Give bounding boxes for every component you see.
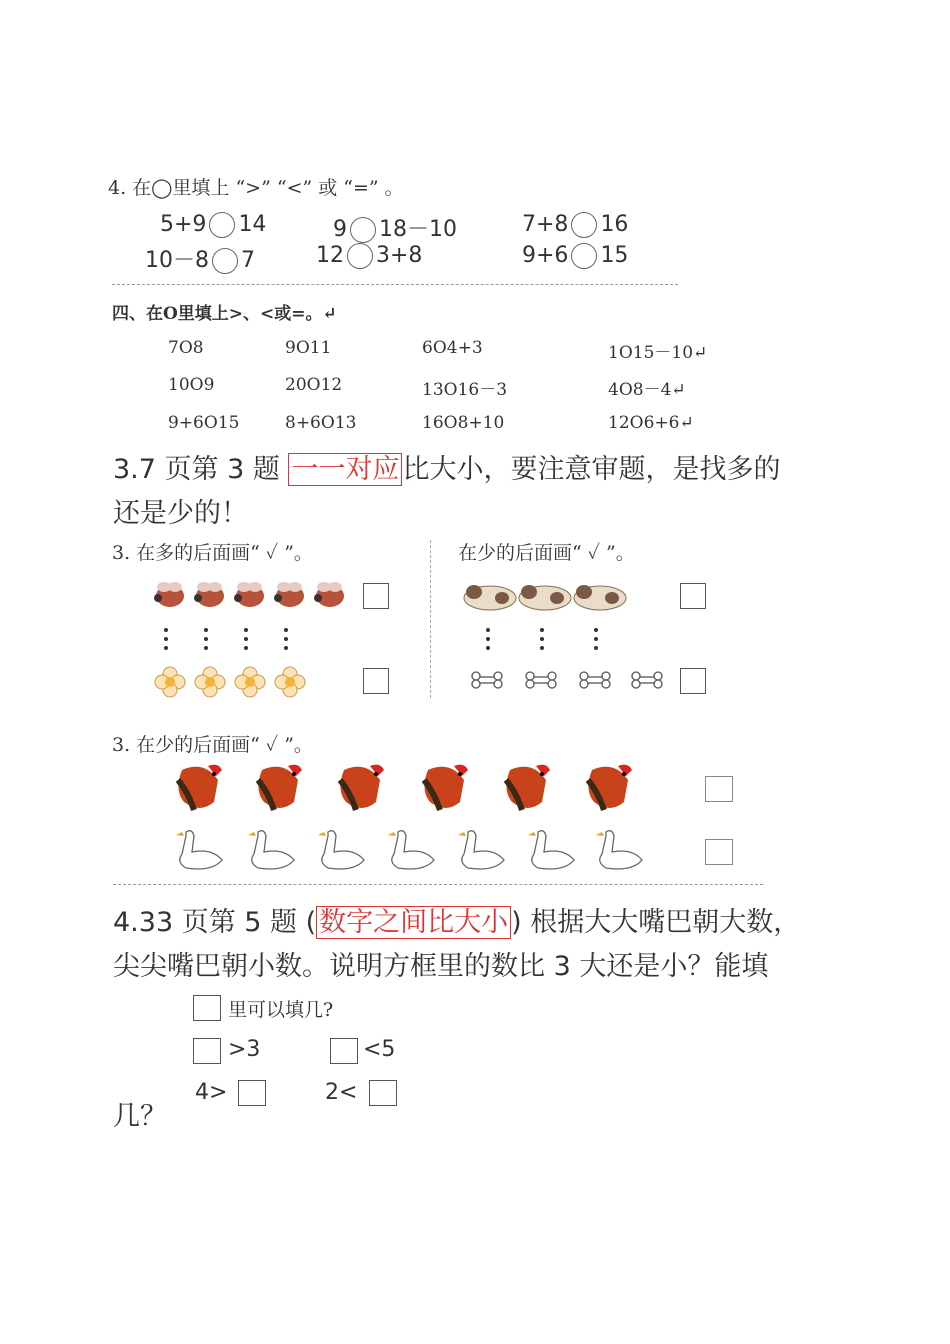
dots	[486, 628, 490, 650]
inequality: >3	[228, 1037, 261, 1062]
equation: 8+6O13	[285, 413, 357, 433]
goose-icon	[458, 831, 504, 869]
equation: 9+6 15	[522, 243, 629, 268]
dog-icon	[464, 585, 516, 610]
bee-icon	[314, 582, 344, 607]
divider	[113, 884, 763, 885]
goose-icon	[248, 831, 294, 869]
flower-icon	[195, 667, 225, 697]
bee-icon	[194, 582, 224, 607]
exercise-3-right-title: 在少的后面画“ ✓ ”。	[458, 542, 635, 564]
rooster-icon	[178, 765, 222, 810]
equation: 7+8 16	[522, 212, 629, 237]
equation: 10O9	[168, 375, 215, 395]
goose-icon	[176, 831, 222, 869]
answer-box[interactable]	[238, 1080, 266, 1106]
equation: 20O12	[285, 375, 343, 395]
dots	[284, 628, 288, 650]
equation: 12 3+8	[316, 243, 423, 268]
flower-row	[150, 664, 320, 700]
answer-box[interactable]	[193, 995, 221, 1021]
equation: 12O6+6↵	[608, 413, 694, 433]
check-box[interactable]	[363, 668, 389, 694]
dots	[164, 628, 168, 650]
flower-icon	[235, 667, 265, 697]
equation: 13O16－3	[422, 380, 508, 400]
inequality: <5	[363, 1037, 396, 1062]
goose-icon	[528, 831, 574, 869]
equation: 6O4+3	[422, 338, 483, 358]
goose-icon	[388, 831, 434, 869]
answer-circle[interactable]	[571, 243, 597, 269]
note-heading: 3.7 页第 3 题 一一对应 比大小，要注意审题，是找多的	[113, 454, 781, 485]
dots	[204, 628, 208, 650]
bee-icon	[234, 582, 264, 607]
dog-icon	[519, 585, 571, 610]
highlight-keyword: 一一对应	[288, 453, 402, 486]
rooster-row	[170, 762, 650, 818]
note-heading: 4.33 页第 5 题 ( 数字之间比大小 ) 根据大大嘴巴朝大数，	[113, 907, 801, 938]
dog-row	[462, 578, 632, 614]
equation: 10－8 7	[145, 248, 255, 273]
note-line: 还是少的！	[113, 498, 248, 529]
answer-box[interactable]	[193, 1038, 221, 1064]
equation: 9 18－10	[333, 217, 457, 242]
dots	[244, 628, 248, 650]
answer-circle[interactable]	[571, 212, 597, 238]
rooster-icon	[588, 765, 632, 810]
dots	[594, 628, 598, 650]
bee-icon	[274, 582, 304, 607]
highlight-keyword: 数字之间比大小	[316, 906, 511, 939]
exercise-5-title: 里可以填几?	[228, 999, 334, 1021]
check-box[interactable]	[363, 583, 389, 609]
equation: 9O11	[285, 338, 332, 358]
bone-icon	[580, 672, 610, 688]
bone-icon	[472, 672, 502, 688]
flower-icon	[275, 667, 305, 697]
bee-icon	[154, 582, 184, 607]
exercise-2-title: 四、在O里填上>、<或=。↵	[112, 304, 337, 324]
goose-icon	[318, 831, 364, 869]
exercise-4-title: 3. 在少的后面画“ ✓ ”。	[112, 734, 313, 756]
equation: 16O8+10	[422, 413, 505, 433]
check-box[interactable]	[705, 839, 733, 865]
bone-icon	[526, 672, 556, 688]
inequality: 2<	[325, 1080, 358, 1105]
equation: 1O15－10↵	[608, 343, 708, 363]
equation: 5+9 14	[160, 212, 267, 237]
rooster-icon	[424, 765, 468, 810]
answer-circle[interactable]	[350, 217, 376, 243]
answer-circle[interactable]	[212, 248, 238, 274]
check-box[interactable]	[705, 776, 733, 802]
dots	[540, 628, 544, 650]
equation: 9+6O15	[168, 413, 240, 433]
check-box[interactable]	[680, 583, 706, 609]
inequality: 4>	[195, 1080, 228, 1105]
goose-row	[170, 826, 650, 876]
equation: 7O8	[168, 338, 204, 358]
bone-icon	[632, 672, 662, 688]
note-line: 几？	[113, 1101, 167, 1132]
bone-row	[470, 668, 670, 692]
note-line: 尖尖嘴巴朝小数。说明方框里的数比 3 大还是小？能填	[113, 951, 769, 982]
vertical-divider	[430, 540, 431, 698]
flower-icon	[155, 667, 185, 697]
check-box[interactable]	[680, 668, 706, 694]
bee-row	[150, 578, 360, 614]
answer-box[interactable]	[330, 1038, 358, 1064]
answer-circle[interactable]	[347, 243, 373, 269]
rooster-icon	[258, 765, 302, 810]
equation: 4O8－4↵	[608, 380, 686, 400]
exercise-3-left-title: 3. 在多的后面画“ ✓ ”。	[112, 542, 313, 564]
goose-icon	[596, 831, 642, 869]
divider	[112, 284, 678, 285]
exercise-1-title: 4. 在◯里填上 “>” “<” 或 “=” 。	[108, 177, 404, 199]
dog-icon	[574, 585, 626, 610]
answer-box[interactable]	[369, 1080, 397, 1106]
answer-circle[interactable]	[209, 212, 235, 238]
rooster-icon	[506, 765, 550, 810]
rooster-icon	[340, 765, 384, 810]
